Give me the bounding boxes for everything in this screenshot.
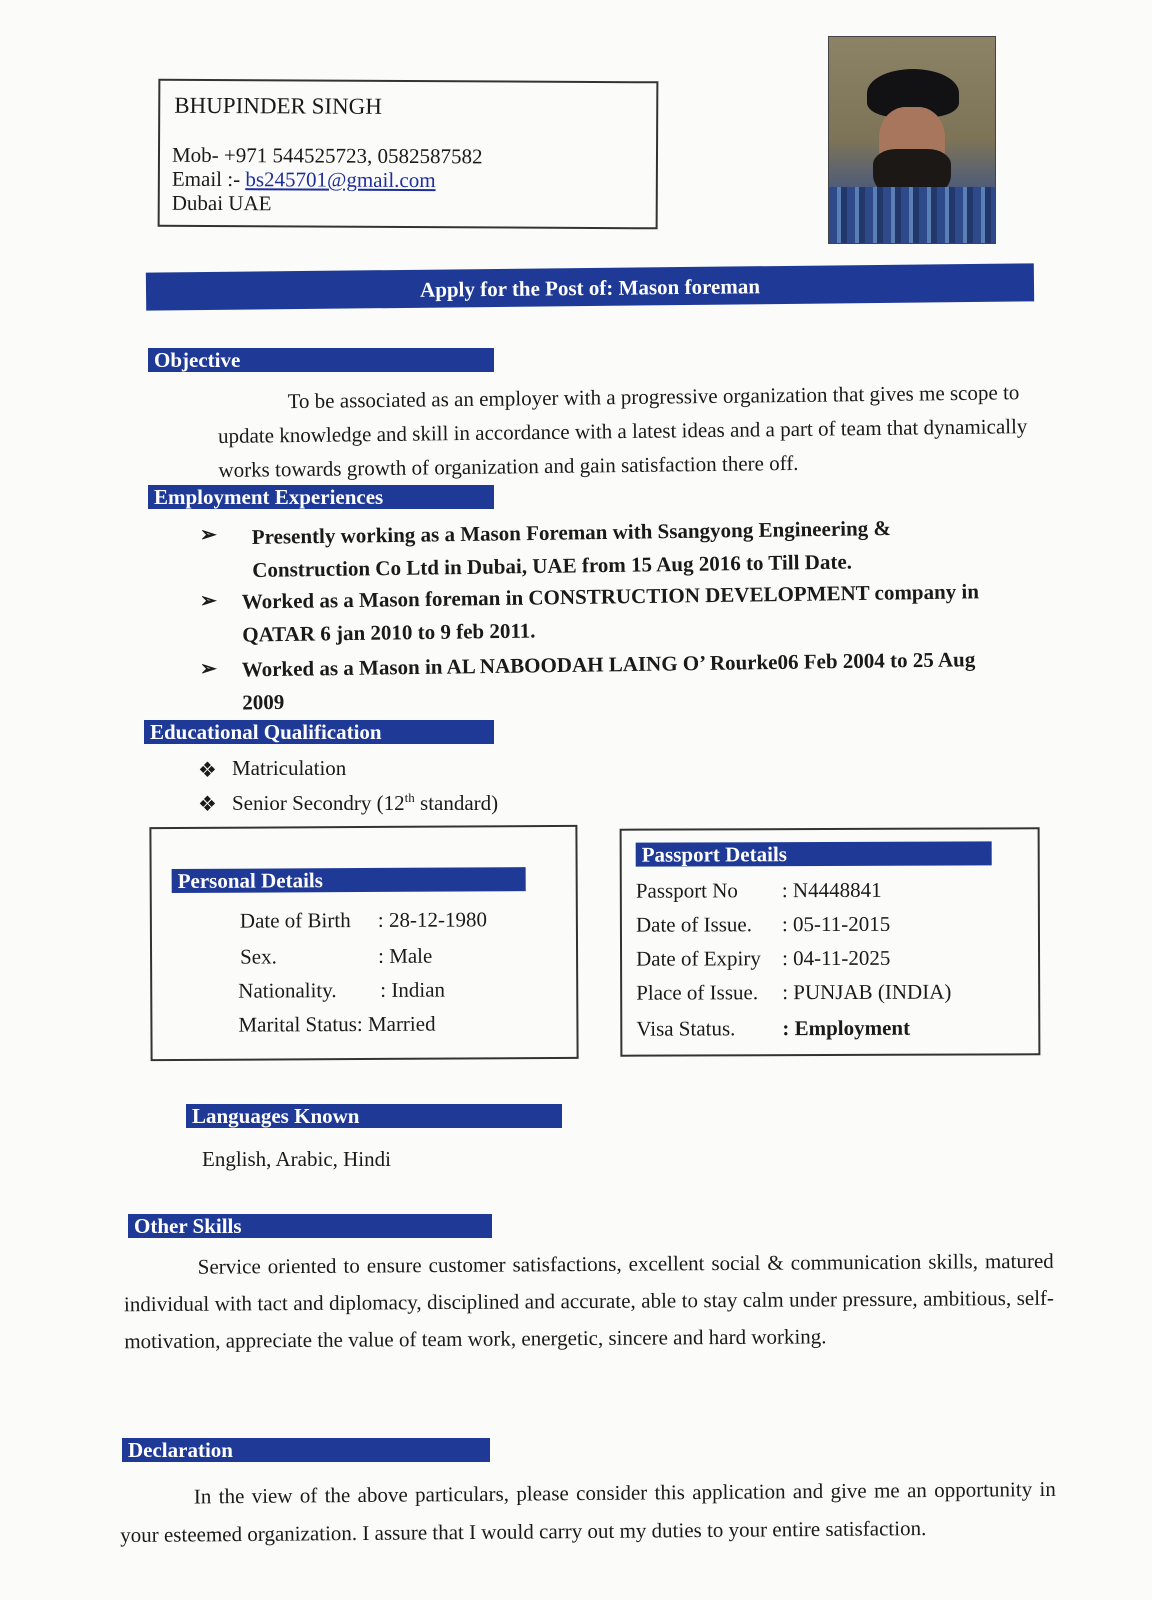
personal-row: Sex. : Male: [240, 943, 433, 969]
email-line: [172, 167, 436, 193]
email-link[interactable]: bs245701@gmail.com: [245, 167, 436, 193]
passport-heading: Passport Details: [636, 841, 992, 866]
location: Dubai UAE: [171, 190, 272, 216]
applicant-name: BHUPINDER SINGH: [174, 92, 382, 119]
passport-row: Visa Status. : Employment: [636, 1015, 911, 1041]
objective-text: To be associated as an employer with a progressive organization that gives me scope to update knowledge and skill in accordance with a latest ideas and a part of team that dynamically works towards growth of organization and gain satisfaction there off.: [217, 380, 1028, 483]
employment-item: Presently working as a Mason Foreman with Ssangyong Engineering & Construction Co Ltd in Dubai, UAE from 15 Aug 2016 to Till Date.: [251, 516, 892, 582]
passport-row: Passport No : N4448841: [635, 877, 882, 903]
email-prefix: Email :-: [171, 166, 246, 192]
profile-photo: [828, 36, 996, 244]
arrow-bullet-icon: ➢: [200, 658, 217, 680]
skills-heading: Other Skills: [128, 1214, 492, 1238]
arrow-bullet-icon: ➢: [200, 524, 217, 546]
education-heading: Educational Qualification: [144, 720, 494, 744]
passport-details-box: [620, 827, 1041, 1056]
skills-text: Service oriented to ensure customer satisfactions, excellent social & communication skills, matured individual with tact and diplomacy, disciplined and accurate, able to stay calm under pressure, ambitious, self-motivation, appreciate the value of team work, energetic, sincere and hard working.: [123, 1248, 1055, 1354]
personal-heading: Personal Details: [172, 867, 526, 893]
employment-heading: Employment Experiences: [148, 485, 494, 509]
post-banner: [146, 263, 1034, 310]
employment-item: Worked as a Mason in AL NABOODAH LAING O’ Rourke06 Feb 2004 to 25 Aug 2009: [241, 647, 976, 715]
personal-row: Nationality. : Indian: [238, 977, 446, 1003]
declaration-heading: Declaration: [122, 1438, 490, 1462]
post-label: Apply for the Post of:: [419, 275, 614, 302]
languages-text: English, Arabic, Hindi: [202, 1147, 391, 1171]
post-value: Mason foreman: [618, 274, 761, 300]
education-item: Senior Secondry (12th standard): [232, 790, 499, 815]
languages-heading: Languages Known: [186, 1104, 562, 1128]
education-item: Matriculation: [232, 756, 347, 780]
arrow-bullet-icon: ➢: [200, 590, 217, 612]
passport-row: Place of Issue. : PUNJAB (INDIA): [636, 979, 952, 1005]
personal-row: Marital Status: Married: [238, 1011, 436, 1037]
diamond-bullet-icon: ❖: [198, 758, 217, 782]
mobile-numbers: Mob- +971 544525723, 0582587582: [171, 142, 483, 169]
personal-details-box: [149, 825, 578, 1061]
passport-row: Date of Issue. : 05-11-2015: [635, 911, 891, 937]
employment-item: Worked as a Mason foreman in CONSTRUCTION DEVELOPMENT company in QATAR 6 jan 2010 to 9 feb 2011.: [241, 579, 980, 647]
contact-box: [158, 79, 659, 230]
objective-heading: Objective: [148, 348, 494, 372]
diamond-bullet-icon: ❖: [198, 792, 217, 816]
passport-row: Date of Expiry : 04-11-2025: [636, 945, 891, 971]
declaration-text: In the view of the above particulars, please consider this application and give me an opportunity in your esteemed organization. I assure that I would carry out my duties to your entire satisfaction.: [120, 1476, 1056, 1548]
personal-row: Date of Birth : 28-12-1980: [239, 907, 488, 933]
